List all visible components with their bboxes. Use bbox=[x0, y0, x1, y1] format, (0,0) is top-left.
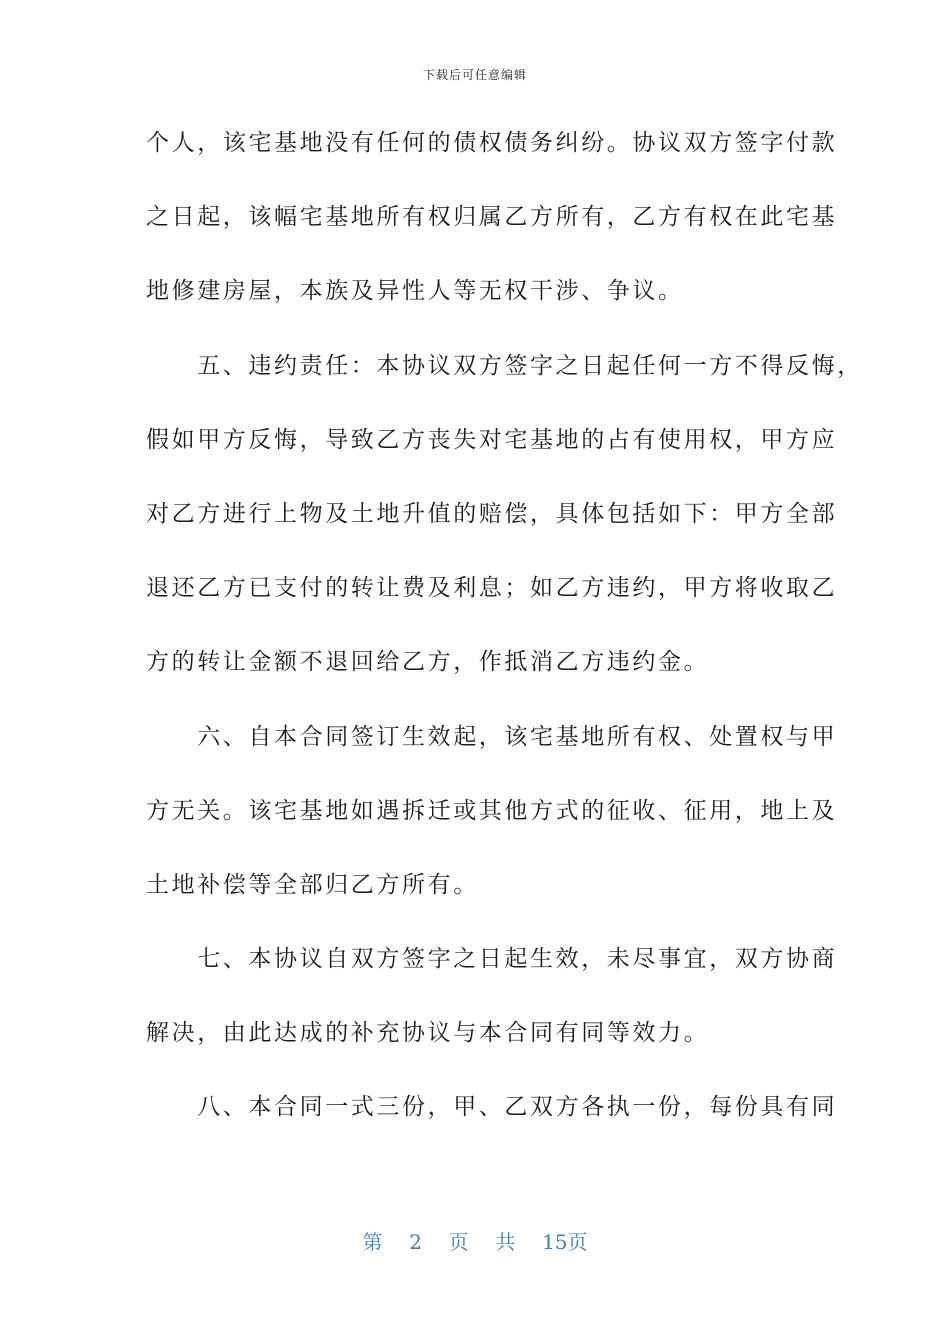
text-line: 退还乙方已支付的转让费及利息；如乙方违约，甲方将收取乙 bbox=[146, 575, 838, 602]
footer-page-word: 页 bbox=[448, 1230, 469, 1254]
footer-total-prefix: 共 bbox=[495, 1230, 516, 1254]
footer-prefix: 第 bbox=[362, 1230, 383, 1254]
footer-current-page: 2 bbox=[409, 1230, 422, 1254]
footer-total-pages: 15页 bbox=[542, 1230, 588, 1254]
page-footer bbox=[0, 1226, 950, 1255]
text-line: 方的转让金额不退回给乙方，作抵消乙方违约金。 bbox=[146, 649, 710, 676]
text-line: 之日起，该幅宅基地所有权归属乙方所有，乙方有权在此宅基 bbox=[146, 204, 838, 231]
header-note: 下载后可任意编辑 bbox=[422, 68, 527, 82]
text-line: 七、本协议自双方签字之日起生效，未尽事宜，双方协商 bbox=[146, 946, 838, 973]
text-line: 八、本合同一式三份，甲、乙双方各执一份，每份具有同 bbox=[146, 1094, 838, 1121]
text-line: 六、自本合同签订生效起，该宅基地所有权、处置权与甲 bbox=[146, 723, 838, 750]
text-line: 土地补偿等全部归乙方所有。 bbox=[146, 871, 479, 898]
text-line: 个人，该宅基地没有任何的债权债务纠纷。协议双方签字付款 bbox=[146, 130, 838, 156]
text-line: 五、违约责任：本协议双方签字之日起任何一方不得反悔， bbox=[146, 352, 863, 379]
text-line: 地修建房屋，本族及异性人等无权干涉、争议。 bbox=[146, 278, 684, 305]
text-line: 假如甲方反悔，导致乙方丧失对宅基地的占有使用权，甲方应 bbox=[146, 426, 838, 453]
document-body bbox=[146, 125, 863, 1164]
text-line: 解决，由此达成的补充协议与本合同有同等效力。 bbox=[146, 1020, 710, 1047]
text-line: 方无关。该宅基地如遇拆迁或其他方式的征收、征用，地上及 bbox=[146, 797, 838, 824]
text-line: 对乙方进行上物及土地升值的赔偿，具体包括如下：甲方全部 bbox=[146, 500, 838, 527]
